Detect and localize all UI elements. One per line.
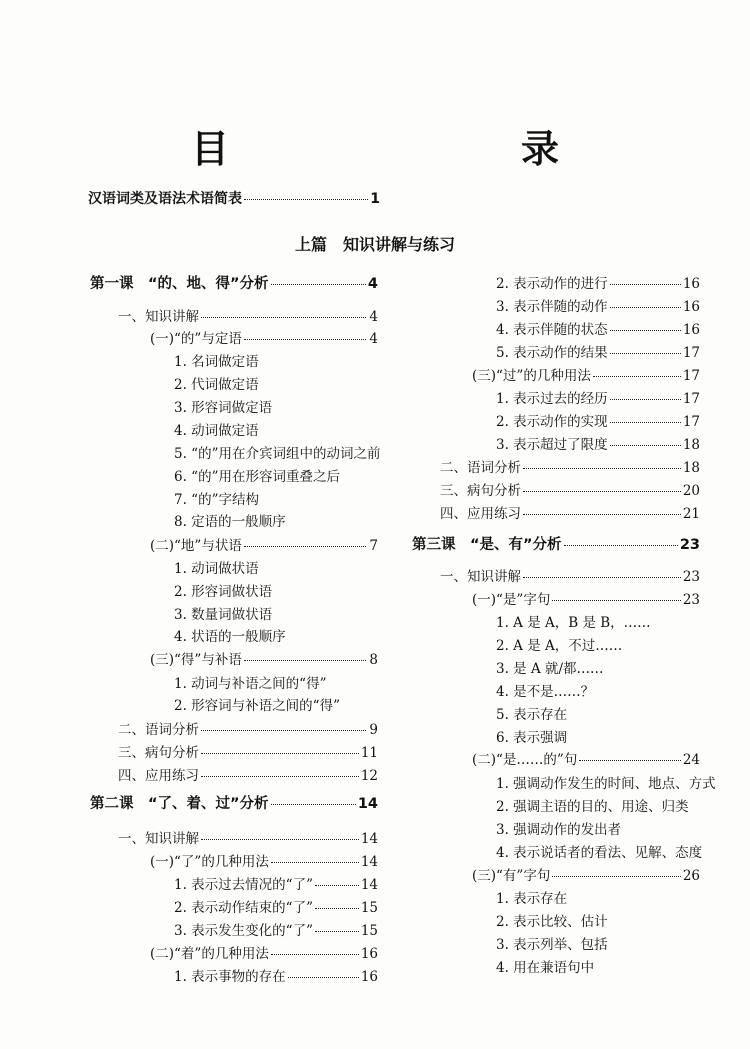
toc-entry[interactable] <box>174 399 272 417</box>
toc-entry[interactable] <box>496 844 702 862</box>
dot-leader <box>610 399 681 400</box>
toc-entry[interactable] <box>496 798 689 816</box>
toc-page: 16 <box>360 969 378 985</box>
toc-page: 9 <box>369 722 378 738</box>
toc-entry[interactable] <box>174 968 378 986</box>
toc-label: 第一课 “的、地、得”分析 <box>90 276 269 292</box>
toc-label: (一)“了”的几种用法 <box>150 854 269 870</box>
toc-label: (三)“有”字句 <box>472 868 551 884</box>
page-title: 目 录 <box>190 127 631 171</box>
dot-leader <box>315 885 359 886</box>
toc-entry[interactable] <box>174 922 378 940</box>
toc-label: 2. 表示动作的实现 <box>496 414 608 430</box>
toc-entry[interactable] <box>118 744 378 762</box>
toc-entry[interactable] <box>496 344 700 362</box>
toc-label: 3. 表示超过了限度 <box>496 437 608 453</box>
dot-leader <box>271 804 356 805</box>
toc-entry[interactable] <box>496 890 567 908</box>
toc-entry[interactable] <box>472 367 700 385</box>
dot-leader <box>315 931 359 932</box>
toc-entry[interactable] <box>150 945 378 963</box>
toc-label: 5. “的”用在介宾词组中的动词之前 <box>174 446 381 462</box>
toc-entry[interactable] <box>496 436 700 454</box>
toc-label: 3. 数量词做状语 <box>174 607 273 623</box>
toc-label: 四、应用练习 <box>440 506 521 522</box>
toc-label: (二)“地”与状语 <box>150 538 242 554</box>
toc-label: 第二课 “了、着、过”分析 <box>90 796 269 812</box>
toc-label: 4. 表示伴随的状态 <box>496 322 608 338</box>
toc-entry[interactable] <box>174 422 259 440</box>
toc-label: 3. 表示发生变化的“了” <box>174 923 313 939</box>
toc-entry[interactable] <box>496 775 716 793</box>
toc-entry[interactable] <box>472 591 700 609</box>
toc-page: 15 <box>360 900 378 916</box>
toc-label: 1. A 是 A，B 是 B，…… <box>496 615 651 631</box>
toc-label: 1. 动词与补语之间的“得” <box>174 676 327 692</box>
dot-leader <box>610 445 681 446</box>
toc-label: 7. “的”字结构 <box>174 492 259 508</box>
dot-leader <box>552 600 680 601</box>
toc-entry[interactable] <box>496 821 621 839</box>
part-heading: 上篇 知识讲解与练习 <box>294 235 455 254</box>
dot-leader <box>271 954 359 955</box>
toc-page: 16 <box>360 946 378 962</box>
toc-entry[interactable] <box>174 697 340 715</box>
toc-label: 2. 形容词做状语 <box>174 584 273 600</box>
toc-entry[interactable] <box>150 651 378 669</box>
toc-entry[interactable] <box>496 321 700 339</box>
toc-entry[interactable] <box>174 445 380 463</box>
toc-label: 二、语词分析 <box>440 460 521 476</box>
toc-entry[interactable] <box>174 876 378 894</box>
dot-leader <box>288 977 359 978</box>
toc-label: (一)“的”与定语 <box>150 331 242 347</box>
toc-label: (二)“着”的几种用法 <box>150 946 269 962</box>
toc-entry[interactable] <box>174 583 272 601</box>
dot-leader <box>271 862 359 863</box>
toc-label: 2. 代词做定语 <box>174 377 259 393</box>
toc-label: 2. 形容词与补语之间的“得” <box>174 698 340 714</box>
toc-page: 23 <box>682 592 700 608</box>
toc-label: 1. 表示事物的存在 <box>174 969 286 985</box>
toc-entry[interactable] <box>174 606 272 624</box>
dot-leader <box>523 577 681 578</box>
toc-page: 18 <box>682 460 700 476</box>
toc-entry[interactable] <box>496 390 700 408</box>
dot-leader <box>610 353 681 354</box>
dot-leader <box>593 376 681 377</box>
dot-leader <box>610 284 681 285</box>
toc-entry[interactable] <box>118 721 378 739</box>
toc-label: 1. 名词做定语 <box>174 354 259 370</box>
toc-entry[interactable] <box>440 568 700 586</box>
toc-page: 4 <box>369 331 378 347</box>
toc-page: 8 <box>369 652 378 668</box>
dot-leader <box>244 339 366 340</box>
toc-label: 一、知识讲解 <box>440 569 521 585</box>
toc-page: 1 <box>370 191 380 207</box>
toc-label: (三)“得”与补语 <box>150 652 242 668</box>
toc-page: 14 <box>357 796 378 812</box>
toc-label: 6. 表示强调 <box>496 730 568 746</box>
toc-entry[interactable] <box>150 853 378 871</box>
toc-entry[interactable] <box>118 308 378 326</box>
toc-label: 二、语词分析 <box>118 722 199 738</box>
toc-label: 3. 表示列举、包括 <box>496 937 608 953</box>
toc-label: 第三课 “是、有”分析 <box>412 537 562 553</box>
toc-label: 1. 表示过去的经历 <box>496 391 608 407</box>
toc-label: (二)“是……的”句 <box>472 752 578 768</box>
toc-label: 1. 动词做状语 <box>174 561 259 577</box>
toc-page: 16 <box>682 276 700 292</box>
toc-label: 3. 表示伴随的动作 <box>496 299 608 315</box>
toc-label: 5. 表示动作的结果 <box>496 345 608 361</box>
toc-page: 14 <box>360 854 378 870</box>
toc-glossary[interactable] <box>88 190 380 208</box>
dot-leader <box>244 199 368 200</box>
toc-entry[interactable] <box>174 675 326 693</box>
dot-leader <box>201 730 366 731</box>
toc-entry[interactable] <box>174 628 286 646</box>
toc-entry[interactable] <box>118 767 378 785</box>
dot-leader <box>523 491 681 492</box>
toc-label: 2. 表示动作结束的“了” <box>174 900 313 916</box>
toc-entry[interactable] <box>496 637 622 655</box>
toc-entry[interactable] <box>174 899 378 917</box>
toc-label: 1. 表示存在 <box>496 891 568 907</box>
toc-entry[interactable] <box>496 614 651 632</box>
dot-leader <box>201 776 359 777</box>
toc-entry[interactable] <box>472 751 700 769</box>
toc-page: 16 <box>682 322 700 338</box>
toc-label: 4. 用在兼语句中 <box>496 960 595 976</box>
toc-label: 3. 强调动作的发出者 <box>496 822 622 838</box>
dot-leader <box>610 422 681 423</box>
toc-entry[interactable] <box>174 560 259 578</box>
toc-entry[interactable] <box>174 376 259 394</box>
toc-label: (一)“是”字句 <box>472 592 551 608</box>
toc-chapter[interactable] <box>412 536 700 554</box>
toc-page: 23 <box>682 569 700 585</box>
toc-entry[interactable] <box>496 660 604 678</box>
toc-entry[interactable] <box>496 413 700 431</box>
toc-label: 四、应用练习 <box>118 768 199 784</box>
toc-entry[interactable] <box>496 298 700 316</box>
dot-leader <box>201 317 366 318</box>
toc-entry[interactable] <box>440 505 700 523</box>
dot-leader <box>564 545 678 546</box>
toc-page: 17 <box>682 391 700 407</box>
dot-leader <box>244 546 366 547</box>
toc-page: 24 <box>682 752 700 768</box>
toc-label: 2. A 是 A，不过…… <box>496 638 623 654</box>
toc-entry[interactable] <box>174 468 340 486</box>
toc-page: 4 <box>369 309 378 325</box>
dot-leader <box>271 284 366 285</box>
toc-label: 2. 强调主语的目的、用途、归类 <box>496 799 689 815</box>
toc-label: 4. 动词做定语 <box>174 423 259 439</box>
toc-label: 三、病句分析 <box>440 483 521 499</box>
toc-page: 17 <box>682 345 700 361</box>
toc-label: 4. 状语的一般顺序 <box>174 629 286 645</box>
toc-page: 14 <box>360 877 378 893</box>
toc-page: 20 <box>682 483 700 499</box>
toc-page: 14 <box>360 831 378 847</box>
toc-label: 6. “的”用在形容词重叠之后 <box>174 469 340 485</box>
toc-label: (三)“过”的几种用法 <box>472 368 591 384</box>
toc-page: 7 <box>369 538 378 554</box>
toc-label: 3. 形容词做定语 <box>174 400 273 416</box>
toc-page: 4 <box>367 276 378 292</box>
toc-label: 汉语词类及语法术语简表 <box>88 191 242 207</box>
toc-entry[interactable] <box>496 913 608 931</box>
toc-entry[interactable] <box>440 482 700 500</box>
toc-entry[interactable] <box>496 706 567 724</box>
dot-leader <box>610 307 681 308</box>
dot-leader <box>523 468 681 469</box>
toc-chapter[interactable] <box>90 275 378 293</box>
toc-label: 4. 是不是……？ <box>496 684 595 700</box>
toc-entry[interactable] <box>174 513 286 531</box>
toc-label: 1. 表示过去情况的“了” <box>174 877 313 893</box>
toc-entry[interactable] <box>174 353 259 371</box>
dot-leader <box>610 330 681 331</box>
dot-leader <box>315 908 359 909</box>
toc-chapter[interactable] <box>90 795 378 813</box>
toc-entry[interactable] <box>496 683 594 701</box>
toc-entry[interactable] <box>496 959 594 977</box>
toc-entry[interactable] <box>150 330 378 348</box>
dot-leader <box>201 753 359 754</box>
toc-page: 18 <box>682 437 700 453</box>
toc-label: 1. 强调动作发生的时间、地点、方式 <box>496 776 716 792</box>
toc-label: 一、知识讲解 <box>118 309 199 325</box>
toc-page: 11 <box>360 745 378 761</box>
toc-entry[interactable] <box>174 491 259 509</box>
toc-entry[interactable] <box>150 537 378 555</box>
dot-leader <box>201 839 359 840</box>
dot-leader <box>579 760 680 761</box>
toc-label: 2. 表示比较、估计 <box>496 914 608 930</box>
toc-label: 一、知识讲解 <box>118 831 199 847</box>
toc-entry[interactable] <box>496 936 608 954</box>
toc-entry[interactable] <box>440 459 700 477</box>
toc-page: 21 <box>682 506 700 522</box>
toc-label: 8. 定语的一般顺序 <box>174 514 286 530</box>
toc-label: 2. 表示动作的进行 <box>496 276 608 292</box>
toc-entry[interactable] <box>118 830 378 848</box>
toc-label: 5. 表示存在 <box>496 707 568 723</box>
toc-page: 16 <box>682 299 700 315</box>
toc-page: 17 <box>682 368 700 384</box>
toc-page: 15 <box>360 923 378 939</box>
dot-leader <box>244 660 366 661</box>
toc-page: 26 <box>682 868 700 884</box>
toc-label: 三、病句分析 <box>118 745 199 761</box>
dot-leader <box>552 876 680 877</box>
toc-entry[interactable] <box>496 275 700 293</box>
toc-label: 4. 表示说话者的看法、见解、态度 <box>496 845 703 861</box>
toc-page: 23 <box>679 537 700 553</box>
toc-entry[interactable] <box>472 867 700 885</box>
toc-page: 12 <box>360 768 378 784</box>
toc-entry[interactable] <box>496 729 567 747</box>
toc-page: 17 <box>682 414 700 430</box>
dot-leader <box>523 514 681 515</box>
toc-label: 3. 是 A 就/都…… <box>496 661 604 677</box>
